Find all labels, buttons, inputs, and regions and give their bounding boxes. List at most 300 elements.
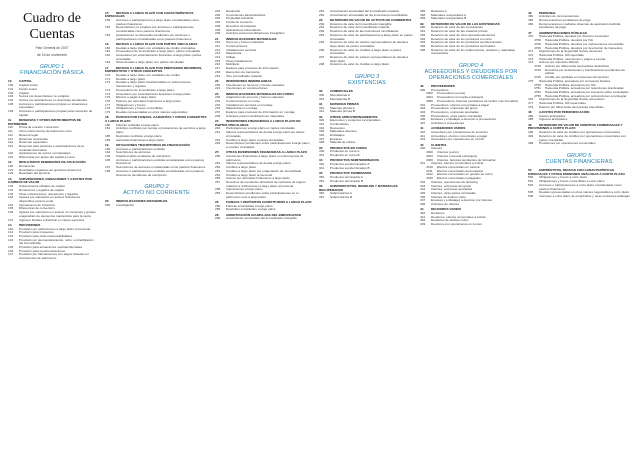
- account-code: 4752: [534, 89, 541, 94]
- account-name: Hacienda Pública, deudora por diversos conceptos: [539, 34, 609, 39]
- account-name: Provisión para reestructuraciones: [19, 248, 66, 253]
- account-code: 436: [420, 194, 426, 199]
- subgroup-name: ADMINISTRACIONES PÚBLICAS: [539, 30, 587, 35]
- account-name: Deterioro de valor de los subproductos, residuos y materiales recuperados: [431, 47, 516, 56]
- account-item: [8, 219, 96, 223]
- account-item: [215, 192, 313, 199]
- account-name: Deterioro de valor de las mercaderías: [431, 25, 483, 30]
- subgroup-code: 17: [105, 65, 109, 70]
- column-3: [215, 10, 313, 448]
- account-item: [215, 115, 313, 119]
- account-name: Construcciones en curso: [226, 98, 261, 103]
- account-name: Deterioro de valor de créditos por operaciones comerciales con partes vinculadas: [539, 133, 626, 142]
- account-name: Proveedores (moneda extranjera): [437, 95, 484, 100]
- account-name: Reservas para acciones o participaciones de la sociedad dominante: [19, 143, 84, 152]
- subgroup-code: 25: [215, 150, 219, 155]
- account-name: Reservas especiales: [19, 140, 48, 145]
- account-name: Ingresos anticipados: [539, 117, 568, 122]
- account-name: Combustibles: [330, 121, 349, 126]
- account-name: Clientes (moneda extranjera): [437, 153, 477, 158]
- subgroup-name: OTRAS INVERSIONES FINANCIERAS A LARGO PLAZO: [226, 150, 308, 155]
- account-code: 199: [105, 168, 111, 173]
- account-code: 4750: [534, 82, 541, 87]
- account-code: 233: [215, 106, 221, 111]
- account-item: [528, 23, 630, 30]
- account-code: 104: [8, 97, 14, 102]
- account-code: 111: [8, 129, 13, 134]
- account-name: Remuneraciones pendientes de pago: [539, 18, 591, 22]
- account-name: Envases: [330, 136, 342, 141]
- account-name: Elementos y conjuntos incorporables: [330, 118, 381, 123]
- subgroup-name: ACREEDORES VARIOS: [431, 126, 466, 131]
- account-name: Otros instrumentos de patrimonio neto: [19, 129, 72, 134]
- group-number: GRUPO 4: [458, 63, 484, 70]
- account-item: [528, 118, 630, 122]
- account-code: 485: [528, 117, 534, 122]
- account-code: 180: [105, 122, 111, 127]
- account-item: [105, 204, 208, 208]
- doc-subtitle-line2: de 16 de noviembre: [37, 53, 67, 58]
- account-code: 230: [215, 95, 221, 100]
- account-code: 135: [8, 206, 14, 211]
- account-name: Hacienda Pública, retenciones y pagos a cuenta: [539, 56, 606, 61]
- group-name: FINANCIACIÓN BÁSICA: [20, 70, 84, 77]
- account-code: 4751: [534, 86, 541, 91]
- account-code: 502: [528, 182, 534, 187]
- account-name: Socios por aportaciones no dinerarias pendientes: [19, 97, 87, 102]
- account-code: 295: [319, 47, 325, 52]
- subgroup-name: DEUDORES VARIOS: [431, 207, 462, 212]
- account-code: 368: [420, 12, 426, 17]
- account-name: Productos en curso B: [330, 153, 360, 158]
- account-name: Utillaje: [226, 55, 236, 60]
- account-code: 390: [420, 25, 426, 30]
- subgroup-code: 21: [215, 36, 219, 41]
- account-item: [319, 14, 415, 18]
- account-item: [105, 139, 208, 143]
- subgroup-code: 19: [105, 142, 109, 147]
- account-name: Subproductos B: [330, 194, 353, 199]
- account-code: 132: [8, 191, 14, 196]
- account-code: 242: [215, 137, 221, 142]
- account-code: 325: [319, 129, 325, 134]
- group-heading: [528, 153, 630, 165]
- account-code: 260: [215, 203, 221, 208]
- account-code: 115: [8, 143, 13, 148]
- account-item: [8, 253, 96, 260]
- account-item: [319, 167, 415, 171]
- account-name: Depósitos recibidos a largo plazo: [116, 133, 162, 138]
- account-code: 322: [319, 125, 325, 130]
- account-code: 253: [215, 168, 221, 173]
- account-name: Activos por derivados financieros a largo plazo: [226, 176, 290, 181]
- account-code: 250: [215, 153, 221, 158]
- account-name: Instalaciones técnicas: [226, 47, 257, 52]
- subgroup-code: 32: [319, 114, 323, 119]
- account-name: Pasivos por derivados financieros a largo plazo: [116, 98, 181, 103]
- account-code: 437: [420, 198, 426, 203]
- account-name: Productos semiterminados B: [330, 165, 370, 170]
- account-name: Créditos a largo plazo por enajenación de inmovilizado: [226, 168, 302, 173]
- account-item: [105, 170, 208, 177]
- account-name: Productos terminados B: [330, 178, 364, 183]
- account-name: Anticipos recibidos por ventas o prestaciones de servicios a largo plazo: [116, 126, 206, 135]
- account-code: 326: [319, 133, 325, 138]
- account-name: Materiales diversos: [330, 129, 357, 134]
- account-code: 404: [420, 109, 426, 114]
- account-name: Fondo de comercio: [226, 20, 253, 25]
- account-name: Instalaciones técnicas en montaje: [226, 102, 273, 107]
- account-item: [319, 141, 415, 145]
- subgroup-name: DETERIORO DE VALOR DE CRÉDITOS COMERCIALES Y PROVISIONES A CORTO PLAZO: [528, 122, 623, 131]
- account-code: 294: [319, 40, 325, 45]
- account-name: Hacienda Pública, acreedora por subvenciones a reintegrar: [545, 93, 627, 98]
- account-name: Hacienda Pública, acreedora por IVA: [545, 82, 596, 87]
- account-code: 340: [319, 162, 325, 167]
- account-code: 259: [215, 191, 221, 196]
- account-name: Deudores por operaciones en común: [431, 222, 482, 227]
- account-name: Deterioro de valor de las inversiones inmobiliarias: [330, 29, 399, 34]
- account-name: Deudas representadas en otros valores negociables: [116, 110, 188, 115]
- account-item: [319, 154, 415, 158]
- subgroup-code: 28: [215, 212, 219, 217]
- account-name: Anticipos para inmovilizaciones intangibles: [226, 31, 285, 36]
- account-name: Materiales recuperados B: [431, 16, 467, 21]
- account-code: 112: [8, 132, 13, 137]
- account-code: 391: [420, 29, 426, 34]
- account-name: Acciones o participaciones emitidas consideradas como pasivos financieros: [116, 157, 205, 166]
- account-name: Clientes, facturas pendientes de formalizar: [437, 157, 496, 162]
- account-item: [319, 110, 415, 114]
- subgroup-name: DETERIORO DE VALOR DE ACTIVOS NO CORRIENTES: [330, 18, 412, 22]
- account-code: 241: [215, 130, 221, 135]
- account-code: 160: [105, 45, 111, 50]
- subgroup-name: PERSONAL: [539, 10, 557, 15]
- account-name: Hacienda Pública, IVA repercutido: [539, 101, 586, 106]
- subgroup-code: 41: [420, 126, 424, 131]
- account-name: Obligaciones y bonos a corto plazo: [539, 175, 588, 180]
- account-code: 200: [105, 202, 111, 207]
- account-code: 406: [420, 117, 426, 122]
- account-name: Efectos comerciales descontados: [437, 168, 484, 173]
- account-code: 301: [319, 96, 325, 101]
- account-name: Provisión para actuaciones medioambientales: [19, 245, 83, 250]
- account-name: Productos terminados A: [330, 174, 363, 179]
- account-name: Desembolsos no exigidos por acciones o participaciones consideradas como pasivos financieros: [116, 25, 194, 34]
- subgroup-code: 49: [528, 122, 532, 127]
- account-name: Hacienda Pública, deudora por subvenciones concedidas: [545, 41, 624, 46]
- account-name: Hacienda Pública, deudora por devolución de impuestos: [545, 45, 623, 50]
- account-item: [319, 63, 415, 67]
- account-code: 194: [105, 153, 111, 158]
- account-code: 327: [319, 136, 325, 141]
- group-name: EXISTENCIAS: [348, 80, 386, 87]
- account-name: Mobiliario: [226, 62, 240, 67]
- account-code: 100: [8, 83, 14, 88]
- account-name: Envases y embalajes a devolver por clientes: [431, 198, 493, 203]
- account-name: Hacienda Pública, IVA soportado: [539, 52, 585, 57]
- account-item: [215, 32, 313, 36]
- account-name: Proveedores, empresas asociadas: [431, 109, 479, 114]
- doc-subtitle-line1: Plan General de 2007: [35, 46, 69, 50]
- subgroup-code: 23: [215, 91, 219, 96]
- account-code: 350: [319, 174, 325, 179]
- account-item: [215, 87, 313, 91]
- account-code: 221: [215, 86, 221, 91]
- account-name: Elementos de transporte: [226, 69, 260, 74]
- account-name: Créditos a largo plazo al personal: [226, 172, 273, 177]
- account-code: 103: [8, 94, 14, 99]
- account-name: Deterioro de valor de créditos a largo plazo a partes vinculadas: [330, 47, 402, 56]
- account-name: Clientes (euros): [437, 150, 459, 155]
- subgroup-name: AJUSTES POR PERIODIFICACIÓN: [539, 110, 590, 115]
- account-code: 4311: [426, 168, 433, 173]
- subgroup-code: 29: [319, 18, 323, 22]
- account-item: [215, 142, 313, 149]
- account-item: [420, 203, 522, 207]
- account-code: 291: [319, 25, 325, 30]
- group-number: GRUPO 1: [39, 64, 65, 71]
- account-name: Capital social: [19, 83, 38, 88]
- account-code: 136: [8, 210, 14, 215]
- account-name: Clientes: [431, 146, 443, 151]
- account-name: Fianzas constituidas a largo plazo: [226, 203, 273, 208]
- subgroup-code: 26: [215, 200, 219, 205]
- account-code: 320: [319, 118, 325, 123]
- account-name: Deterioro de valor de valores representativos de deuda a largo plazo: [330, 55, 409, 63]
- account-name: Otras deudas a largo plazo con partes vinculadas: [116, 60, 184, 65]
- account-name: Deterioro de valor de los productos semiterminados: [431, 40, 502, 45]
- account-code: 118: [8, 151, 13, 156]
- account-name: Envases y embalajes a devolver a proveedores: [431, 117, 497, 122]
- account-name: Valores representativos de deuda a largo plazo de partes vinculadas: [226, 130, 305, 138]
- account-name: Diferencias de conversión: [19, 206, 55, 211]
- account-code: 108: [8, 101, 14, 106]
- group-name: ACTIVO NO CORRIENTE: [123, 190, 190, 197]
- account-code: 113: [8, 136, 13, 141]
- account-name: Deudas a largo plazo transformables en subvenciones, donaciones y legados: [116, 80, 192, 89]
- account-name: Equipos para procesos de información en montaje: [226, 110, 295, 115]
- account-item: [105, 34, 208, 41]
- account-name: Acciones o participaciones emitidas: [116, 146, 166, 151]
- account-code: 162: [105, 52, 111, 57]
- account-name: Hacienda Pública, acreedora por retenciones practicadas: [545, 86, 624, 91]
- account-item: [420, 49, 522, 56]
- account-name: Capital: [19, 90, 29, 95]
- account-name: Capital emitido pendiente de inscripción: [116, 153, 171, 158]
- subgroup-name: PRODUCTOS SEMITERMINADOS: [330, 158, 379, 163]
- account-code: 203: [215, 16, 221, 21]
- account-code: 161: [105, 49, 111, 54]
- account-name: Deterioro de valor de valores representativos de deuda a largo plazo de partes vinculadas: [330, 40, 409, 48]
- subgroup-code: 22: [215, 78, 219, 83]
- subgroup-name: EMPRÉSTITOS, DEUDAS CON CARACTERÍSTICAS ESPECIALES Y OTRAS EMISIONES ANÁLOGAS A CORTO PLAZO: [528, 167, 625, 176]
- account-code: 251: [215, 161, 221, 166]
- account-code: 4758: [534, 93, 541, 98]
- subgroup-name: SUBPRODUCTOS, RESIDUOS Y MATERIALES RECUPERADOS: [319, 183, 398, 192]
- account-item: [8, 110, 96, 117]
- account-code: 499: [528, 141, 534, 146]
- account-code: 4745: [534, 75, 541, 80]
- group-number: GRUPO 5: [566, 152, 592, 159]
- account-code: 109: [8, 109, 14, 114]
- account-code: 119: [8, 155, 13, 160]
- account-code: 197: [105, 165, 111, 170]
- account-name: Fianzas recibidas a largo plazo: [116, 122, 159, 127]
- account-code: 4708: [534, 41, 541, 46]
- account-name: Deudores de dudoso cobro: [431, 218, 469, 223]
- account-code: 4310: [426, 164, 433, 169]
- account-item: [420, 223, 522, 227]
- account-name: Resultados negativos de ejercicios anteriores: [19, 167, 82, 172]
- account-code: 4315: [426, 176, 433, 181]
- account-code: 177: [105, 102, 111, 107]
- account-code: 432: [420, 179, 426, 184]
- account-item: [420, 122, 522, 126]
- account-code: 172: [105, 80, 111, 85]
- account-name: Anticipos para inmovilizaciones materiales: [226, 113, 285, 118]
- account-code: 328: [319, 140, 325, 145]
- account-name: Proveedores, otras partes vinculadas: [431, 113, 483, 118]
- account-code: 290: [319, 21, 325, 26]
- account-name: Propiedad industrial: [226, 16, 254, 21]
- account-name: Hacienda Pública, acreedora por impuesto sobre sociedades: [545, 89, 629, 94]
- subgroup-code: 50: [528, 167, 532, 172]
- account-name: Mercaderías A: [330, 92, 350, 97]
- account-code: 231: [215, 98, 221, 103]
- account-code: 396: [420, 47, 426, 52]
- account-code: 133: [8, 195, 14, 200]
- account-code: 178: [105, 106, 111, 111]
- column-6: [528, 10, 630, 448]
- account-code: 218: [215, 69, 221, 74]
- account-code: 311: [319, 109, 324, 114]
- account-name: Resultado del ejercicio: [19, 171, 51, 176]
- account-code: 480: [528, 113, 534, 118]
- account-name: Clientes, empresas del grupo: [431, 183, 472, 188]
- account-name: Fondo social: [19, 86, 37, 91]
- account-code: 365: [420, 10, 426, 13]
- account-code: 500: [528, 175, 534, 180]
- account-code: 4700: [534, 38, 541, 43]
- account-code: 171: [105, 76, 111, 81]
- account-name: Deterioro de valor de otros aprovisionamientos: [431, 32, 496, 37]
- account-code: 201: [215, 10, 221, 13]
- account-code: 202: [215, 12, 221, 17]
- account-name: Reserva legal: [19, 132, 38, 137]
- account-code: 466: [528, 21, 534, 26]
- account-item: [319, 180, 415, 184]
- account-code: 110: [8, 125, 13, 130]
- account-name: Amortización acumulada del inmovilizado material: [330, 10, 399, 13]
- account-name: Clientes, efectos comerciales a cobrar: [431, 161, 484, 166]
- account-name: Proveedores de inmovilizado a largo plazo: [116, 87, 175, 92]
- account-code: 490: [528, 130, 534, 135]
- account-name: Activos por impuesto diferido: [539, 60, 579, 65]
- account-name: Crédito por pérdidas a compensar del ejercicio: [545, 75, 609, 80]
- group-number: GRUPO 2: [144, 184, 169, 191]
- account-code: 140: [8, 226, 14, 231]
- account-code: 4004: [426, 95, 433, 100]
- account-code: 179: [105, 110, 111, 115]
- subgroup-code: 43: [420, 142, 424, 147]
- account-code: 4304: [426, 153, 433, 158]
- account-code: 255: [215, 176, 221, 181]
- account-item: [528, 106, 630, 110]
- account-code: 465: [528, 18, 534, 22]
- account-code: 460: [528, 14, 534, 19]
- account-name: Otras subvenciones, donaciones y legados: [19, 191, 78, 196]
- account-code: 220: [215, 82, 221, 87]
- account-code: 4742: [534, 67, 541, 72]
- account-code: 4740: [534, 64, 541, 69]
- account-name: Remanente: [19, 164, 35, 169]
- account-name: Ajustes por valoración en activos financieros disponibles para la venta: [19, 195, 81, 203]
- account-code: 143: [8, 237, 14, 242]
- subgroup-code: 12: [8, 160, 12, 165]
- account-name: Materias primas B: [330, 109, 355, 114]
- account-name: Residuos A: [431, 10, 447, 13]
- account-name: Suscriptores de acciones consideradas como pasivos financieros: [116, 165, 206, 170]
- account-code: 292: [319, 29, 325, 34]
- subgroup-name: PROVEEDORES: [431, 84, 455, 89]
- account-name: Suscriptores de acciones: [116, 150, 151, 155]
- account-name: Efectos comerciales en cartera: [437, 164, 480, 169]
- account-name: Pasivos por diferencias temporarias imponibles: [539, 104, 604, 109]
- account-code: 505: [528, 190, 534, 195]
- group-name: ACREEDORES Y DEUDORES POR OPERACIONES COMERCIALES: [424, 69, 518, 82]
- subgroup-name: AMORTIZACIÓN ACUMULADA DEL INMOVILIZADO: [226, 212, 302, 217]
- account-code: 114: [8, 140, 13, 145]
- account-name: Aportaciones de socios o propietarios: [19, 151, 71, 156]
- account-code: 470: [528, 34, 534, 39]
- account-code: 217: [215, 66, 221, 71]
- account-name: Concesiones administrativas: [226, 12, 266, 17]
- account-name: Obligaciones y bonos: [116, 102, 146, 107]
- subgroup-name: DEUDAS A LARGO PLAZO CON PARTES VINCULADAS: [116, 41, 198, 46]
- account-name: Garantías financieras a largo plazo: [116, 137, 164, 142]
- account-code: 192: [105, 150, 111, 155]
- account-code: 210: [215, 40, 221, 45]
- account-code: 472: [528, 52, 534, 57]
- account-code: 120: [8, 164, 14, 169]
- account-code: 4312: [426, 172, 433, 177]
- account-code: 506: [528, 193, 534, 198]
- account-code: 474: [528, 60, 534, 65]
- subgroup-name: PRODUCTOS EN CURSO: [330, 145, 367, 150]
- account-code: 4309: [426, 157, 433, 162]
- account-name: Acreedores, efectos comerciales a pagar: [431, 133, 488, 138]
- account-code: 297: [319, 55, 325, 60]
- account-code: 145: [8, 245, 14, 250]
- account-code: 419: [420, 137, 426, 142]
- subgroup-code: 44: [420, 207, 424, 212]
- subgroup-name: CAPITAL: [19, 79, 33, 84]
- account-code: 360: [319, 191, 325, 196]
- subgroup-name: FIANZAS Y DEPÓSITOS CONSTITUIDOS A LARGO PLAZO: [226, 200, 312, 205]
- account-name: Intereses a corto plazo de empréstitos y otras emisiones análogas: [539, 193, 630, 198]
- account-name: Derechos por deducciones y bonificaciones pendientes de aplicar: [545, 67, 625, 76]
- account-name: Deterioro de valor de los productos terminados: [431, 43, 496, 48]
- account-name: Operaciones de cobertura: [19, 202, 55, 207]
- account-item: [105, 61, 208, 65]
- account-name: Participaciones a largo plazo en partes vinculadas: [226, 126, 295, 131]
- account-code: 254: [215, 172, 221, 177]
- group-number: GRUPO 3: [354, 74, 380, 81]
- subgroup-code: 11: [8, 118, 12, 123]
- account-code: 321: [319, 121, 325, 126]
- column-1: [8, 10, 96, 448]
